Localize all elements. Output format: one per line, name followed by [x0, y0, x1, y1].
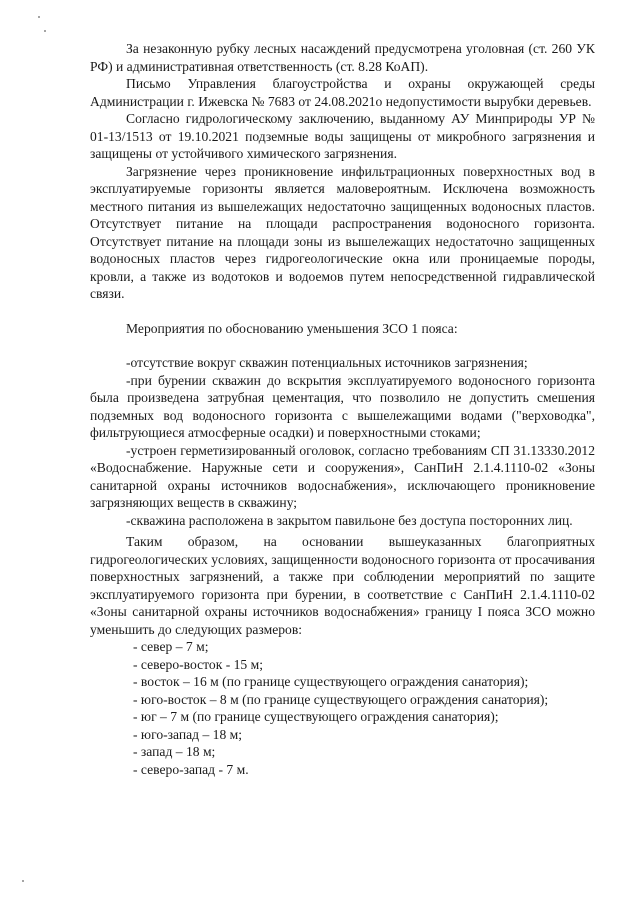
paragraph-letter-administration: Письмо Управления благоустройства и охраны окружающей среды Администрации г. Ижевска № 7683 от 24.08.2021о недопустимости вырубки деревьев.: [90, 76, 595, 109]
measure-item: -скважина расположена в закрытом павильоне без доступа посторонних лиц.: [126, 512, 573, 528]
scan-speck: [22, 880, 24, 882]
paragraph-hydrological-conclusion: Согласно гидрологическому заключению, выданному АУ Минприроды УР № 01-13/1513 от 19.10.2021 подземные воды защищены от микробного загрязнения и защищены от устойчивого химического загрязнения.: [90, 111, 595, 161]
distance-item-south: - юг – 7 м (по границе существующего ограждения санатория);: [133, 709, 499, 724]
paragraph-conclusion: Таким образом, на основании вышеуказанных благоприятных гидрогеологических условиях, защищенности водоносного горизонта от просачивания поверхностных загрязнений, а также при соблюдении мероприятий по защите эксплуатируемого горизонта при бурении, в соответствие с СанПиН 2.1.4.1110-02 «Зоны санитарной охраны источников водоснабжения» границу I пояса ЗСО можно уменьшить до следующих размеров:: [90, 534, 595, 637]
distance-item-north: - север – 7 м;: [133, 639, 209, 654]
paragraph-illegal-felling: За незаконную рубку лесных насаждений предусмотрена уголовная (ст. 260 УК РФ) и административная ответственность (ст. 8.28 КоАП).: [90, 41, 595, 74]
document-page: [90, 40, 595, 778]
distance-item-northwest: - северо-запад - 7 м.: [133, 761, 249, 777]
distance-item-west: - запад – 18 м;: [133, 744, 216, 759]
measure-item: -при бурении скважин до вскрытия эксплуатируемого водоносного горизонта была произведена затрубная цементация, что позволило не допустить смешения подземных вод водоносного горизонта с вышележащими водами ("верховодка", фильтрующиеся атмосферные осадки) и поверхностными стоками;: [90, 372, 595, 440]
distance-list: [90, 638, 595, 778]
scan-speck: [44, 30, 46, 32]
scan-speck: [38, 16, 40, 18]
paragraph-contamination: Загрязнение через проникновение инфильтрационных поверхностных вод в эксплуатируемые горизонты является маловероятным. Исключена возможность местного питания из вышележащих недостаточно защищенных водоносных пластов. Отсутствует питание на площади распространения водоносного горизонта. Отсутствует питание на площади зоны из вышележащих недостаточно защищенных водоносных пластов через гидрогеологические окна или проницаемые породы, кровли, а также из водотоков и водоемов путем непосредственной гидравлической связи.: [90, 163, 595, 301]
measure-item: -отсутствие вокруг скважин потенциальных источников загрязнения;: [126, 355, 528, 370]
distance-item-northeast: - северо-восток - 15 м;: [133, 656, 264, 672]
measure-item: -устроен герметизированный оголовок, согласно требованиям СП 31.13330.2012 «Водоснабжение. Наружные сети и сооружения», СанПиН 2.1.4.1110-02 «Зоны санитарной охраны источников водоснабжения», исключающего проникновение загрязняющих веществ в скважину;: [90, 442, 595, 510]
distance-item-east: - восток – 16 м (по границе существующего ограждения санатория);: [133, 674, 529, 689]
distance-item-southeast: - юго-восток – 8 м (по границе существующего ограждения санатория);: [133, 691, 549, 707]
measures-heading: Мероприятия по обоснованию уменьшения ЗСО 1 пояса:: [126, 320, 458, 336]
distance-item-southwest: - юго-запад – 18 м;: [133, 726, 243, 742]
